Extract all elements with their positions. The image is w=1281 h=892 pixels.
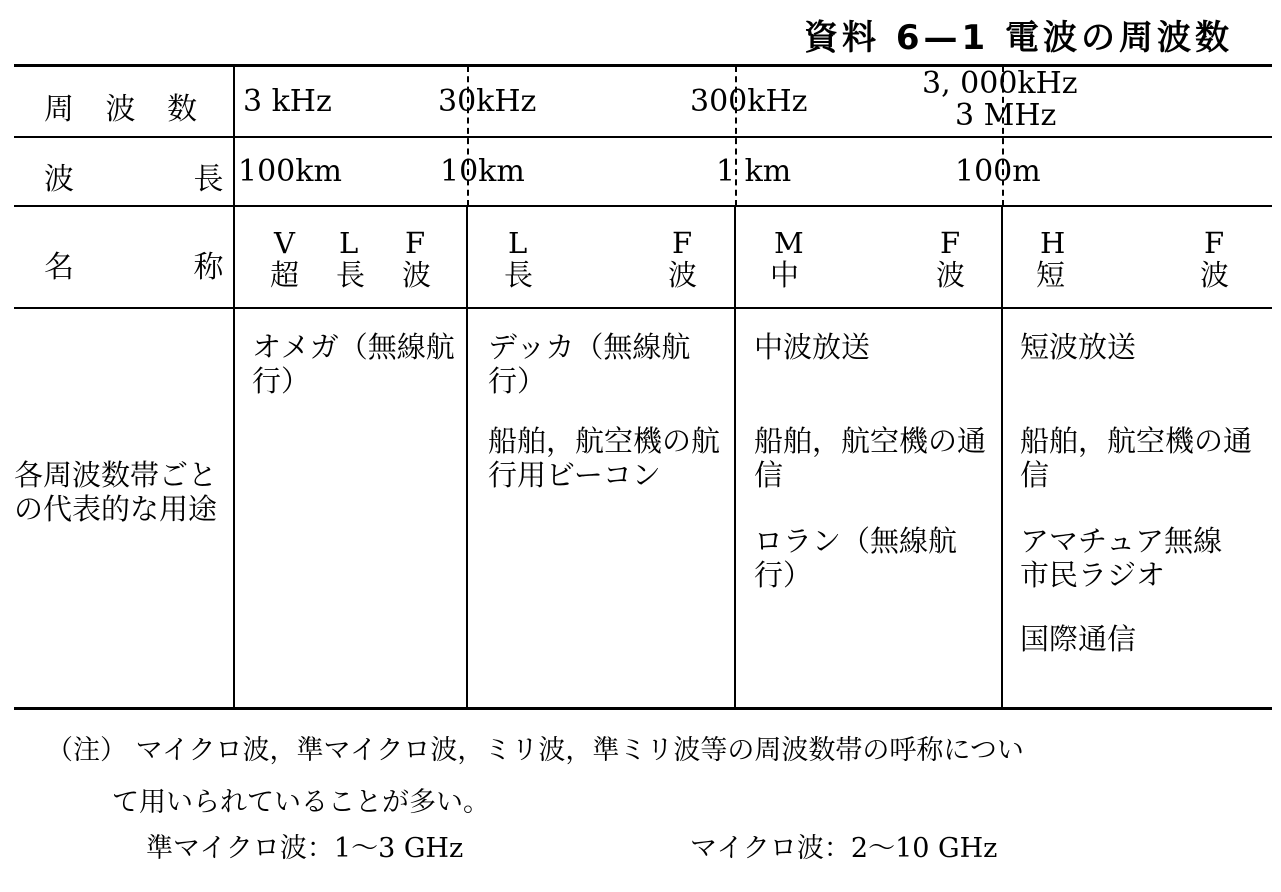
row-divider-2	[14, 205, 1272, 207]
band-divider-vlf-lf	[466, 207, 468, 709]
note-line-2: て用いられていることが多い。	[112, 787, 490, 818]
band-vlf-abbr-f: F	[405, 226, 426, 260]
band-vlf-name-2: 長	[336, 258, 366, 292]
frequency-3mhz: 3 MHz	[955, 98, 1057, 133]
band-divider-lf-mf	[734, 207, 736, 709]
row-divider-1	[14, 136, 1272, 138]
usage-mf-comm: 船舶，航空機の通信	[754, 424, 987, 492]
usage-hf-international: 国際通信	[1020, 622, 1137, 656]
band-lf-name-2: 波	[668, 258, 698, 292]
note-line-1: （注） マイクロ波，準マイクロ波，ミリ波，準ミリ波等の周波数帯の呼称につい	[46, 735, 1024, 766]
note-quasi-microwave: 準マイクロ波：1〜3 GHz	[146, 833, 464, 864]
band-mf-name-2: 波	[936, 258, 966, 292]
wavelength-10km: 10km	[440, 154, 525, 189]
row-divider-3	[14, 307, 1272, 309]
label-column-divider	[233, 64, 235, 710]
usage-lf-decca: デッカ（無線航行）	[488, 330, 691, 398]
usage-vlf-omega: オメガ（無線航行）	[252, 330, 455, 398]
band-hf-name-2: 波	[1200, 258, 1230, 292]
band-vlf-name-3: 波	[402, 258, 432, 292]
band-mf-name-1: 中	[770, 258, 800, 292]
band-hf-abbr-f: F	[1204, 226, 1225, 260]
table-bottom-border	[14, 707, 1272, 710]
wavelength-100km: 100km	[238, 154, 342, 189]
band-vlf-name-1: 超	[270, 258, 300, 292]
band-hf-name-1: 短	[1036, 258, 1066, 292]
frequency-300khz: 300kHz	[690, 84, 808, 119]
wavelength-1km: 1 km	[716, 154, 792, 189]
frequency-3khz: 3 kHz	[243, 84, 332, 119]
band-divider-mf-hf	[1001, 207, 1003, 709]
usage-mf-broadcast: 中波放送	[754, 330, 871, 364]
usage-row-label: 各周波数帯ごとの代表的な用途	[14, 458, 218, 526]
band-lf-abbr-l: L	[508, 226, 528, 260]
band-vlf-abbr-v: V	[274, 226, 295, 260]
band-lf-name-1: 長	[504, 258, 534, 292]
wavelength-row-label: 波 長	[44, 162, 224, 197]
band-mf-abbr-m: M	[774, 226, 804, 260]
frequency-3000khz: 3, 000kHz	[922, 66, 1078, 101]
usage-hf-citizens: 市民ラジオ	[1020, 558, 1166, 592]
table-top-border	[14, 64, 1272, 67]
name-row-label: 名 称	[44, 250, 224, 285]
page-title: 資料 6—1 電波の周波数	[804, 18, 1233, 58]
note-microwave: マイクロ波：2〜10 GHz	[690, 833, 998, 864]
band-vlf-abbr-l: L	[339, 226, 359, 260]
wavelength-100m: 100m	[955, 154, 1041, 189]
band-lf-abbr-f: F	[672, 226, 693, 260]
usage-hf-broadcast: 短波放送	[1020, 330, 1137, 364]
usage-hf-amateur: アマチュア無線	[1020, 524, 1223, 558]
band-mf-abbr-f: F	[940, 226, 961, 260]
frequency-30khz: 30kHz	[438, 84, 537, 119]
frequency-row-label: 周 波 数	[44, 92, 198, 127]
usage-lf-beacon: 船舶，航空機の航行用ビーコン	[488, 424, 721, 492]
usage-mf-loran: ロラン（無線航行）	[754, 524, 958, 592]
usage-hf-comm: 船舶，航空機の通信	[1020, 424, 1253, 492]
band-hf-abbr-h: H	[1040, 226, 1066, 260]
